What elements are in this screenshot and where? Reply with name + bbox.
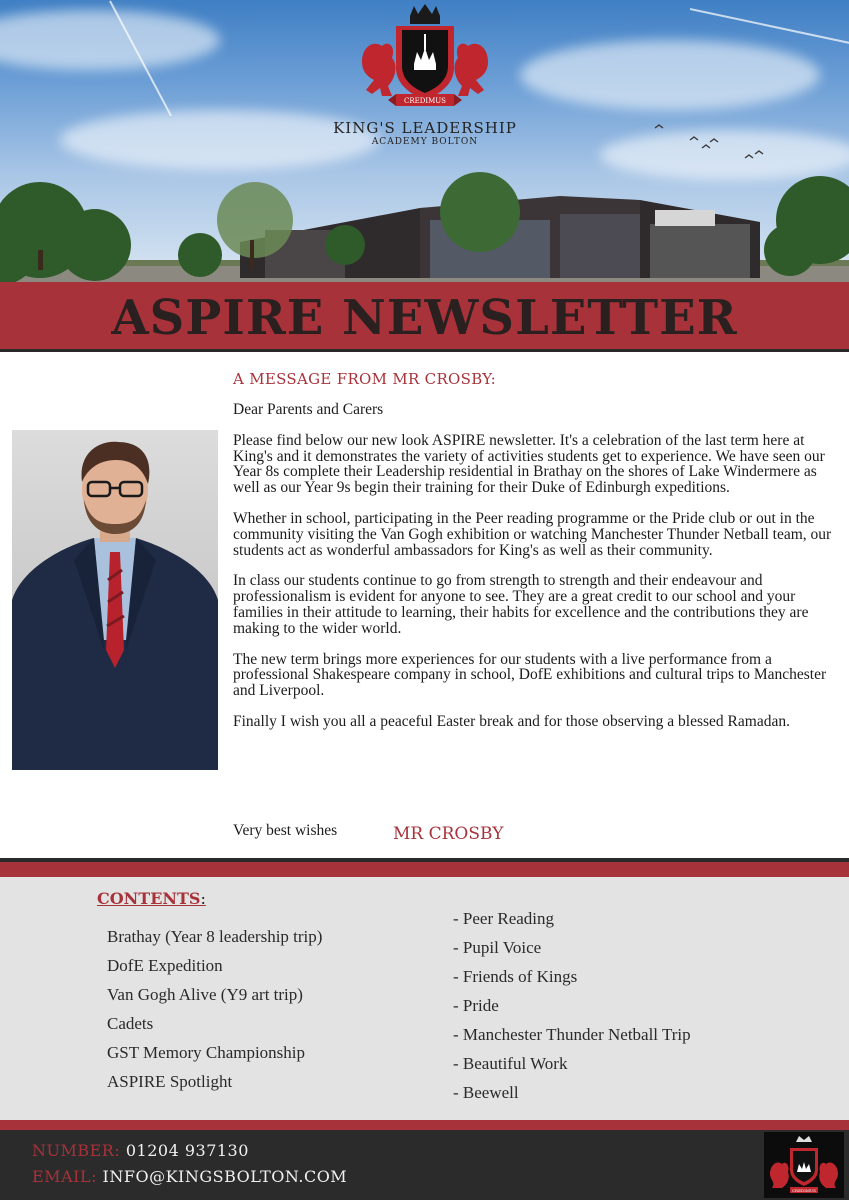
message-heading: A MESSAGE FROM MR CROSBY: [233,370,496,388]
newsletter-title: ASPIRE NEWSLETTER [111,290,738,346]
contents-item: Cadets [107,1014,154,1033]
school-building-illustration [0,150,849,282]
school-name: KING'S LEADERSHIP [333,119,517,137]
contents-item: GST Memory Championship [107,1043,306,1062]
section-divider [0,1120,849,1130]
contents-title: CONTENTS: [97,889,206,908]
message-paragraph: In class our students continue to go from strength to strength and their endeavour and professionalism is evident for anyone to see. They are a great credit to our school and your families in their attitude to learning, their habits for excellence and the contributions they are making to the wider world. [233,572,809,637]
contents-list-left [107,927,322,1101]
footer-phone [32,1141,249,1160]
contrail [690,8,849,45]
contents-title-text: CONTENTS [97,889,201,908]
contents-item: DofE Expedition [107,956,223,975]
footer-email [32,1167,347,1186]
contents-section [0,877,849,1120]
message-paragraph: Whether in school, participating in the Peer reading programme or the Pride club or out in the community visiting the Van Gogh exhibition or watching Manchester Thunder Netball team, our students act as wonderful ambassadors for King's as well as their community. [233,509,832,559]
school-subtitle: ACADEMY BOLTON [371,137,479,147]
contents-item: - Friends of Kings [453,967,578,986]
message-paragraph: The new term brings more experiences for our students with a live performance from a professional Shakespeare company in school, DofE exhibitions and cultural trips to Manchester and Liverpool. [233,650,827,700]
footer [0,1130,849,1200]
contents-list-right [453,909,691,1112]
footer-logo-motto: CREDIMUS [792,1188,816,1193]
cloud [520,40,820,110]
contents-item: - Pupil Voice [453,938,542,957]
contents-item: Brathay (Year 8 leadership trip) [107,927,323,946]
crest-motto: CREDIMUS [404,97,446,105]
phone-label: NUMBER: [32,1141,121,1160]
contents-item: - Beautiful Work [453,1054,568,1073]
phone-number[interactable]: 01204 937130 [125,1141,249,1160]
email-address[interactable]: INFO@KINGSBOLTON.COM [102,1167,348,1186]
contents-item: Van Gogh Alive (Y9 art trip) [107,985,303,1004]
contents-item: - Pride [453,996,499,1015]
newsletter-title-band [0,282,849,352]
message-paragraph: Finally I wish you all a peaceful Easter break and for those observing a blessed Ramadan. [233,712,790,730]
message-signature: MR CROSBY [393,824,504,844]
contents-item: - Peer Reading [453,909,555,928]
message-body [233,402,833,745]
school-crest-logo [358,2,492,110]
message-paragraph: Please find below our new look ASPIRE newsletter. It's a celebration of the last term here at King's and it demonstrates the variety of activities students get to experience. We have seen our Year 8s complete their Leadership residential in Brathay on the shores of Lake Windermere as well as our Year 9s begin their training for their Duke of Edinburgh expeditions. [233,431,825,497]
message-salutation: Dear Parents and Carers [233,401,384,418]
contents-item: - Beewell [453,1083,519,1102]
contents-item: ASPIRE Spotlight [107,1072,233,1091]
email-label: EMAIL: [32,1167,97,1186]
contents-item: - Manchester Thunder Netball Trip [453,1025,691,1044]
headteacher-photo [12,430,218,770]
footer-crest-logo [764,1132,844,1198]
hero-banner [0,0,849,282]
message-signoff: Very best wishes [233,822,338,839]
cloud [0,10,220,70]
section-divider [0,862,849,877]
